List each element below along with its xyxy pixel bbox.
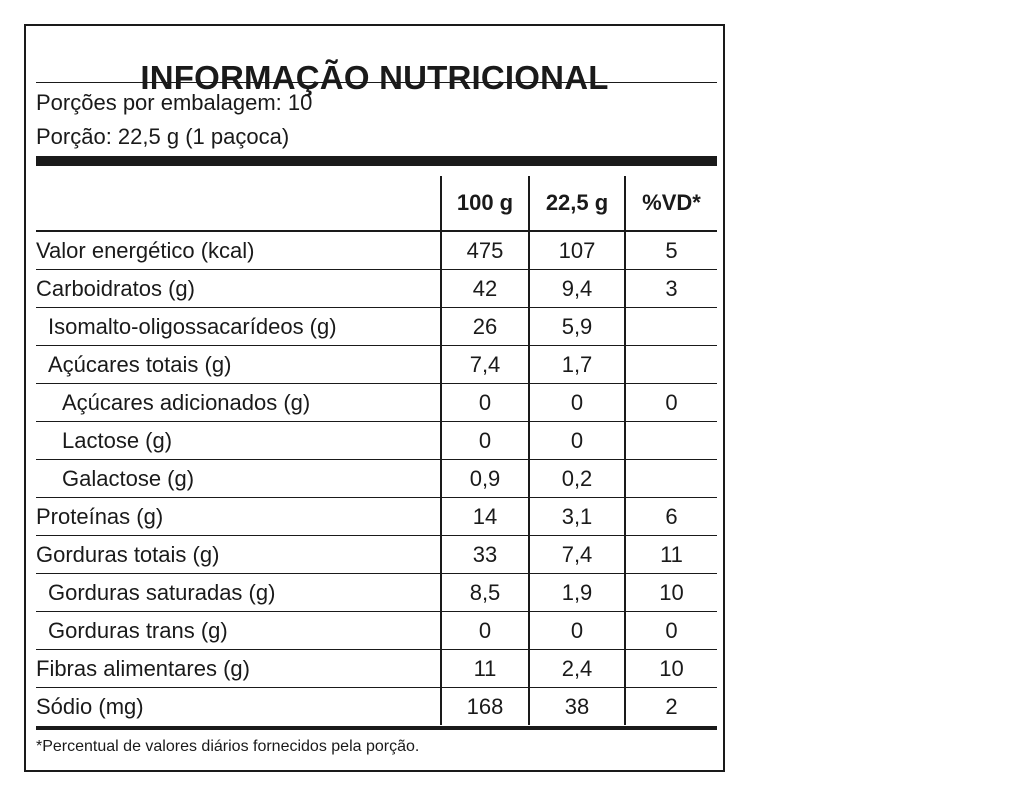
table-row xyxy=(36,422,717,460)
value-per-portion: 38 xyxy=(529,688,625,726)
table-row xyxy=(36,536,717,574)
daily-value-percent: 10 xyxy=(625,574,717,612)
value-per-portion: 0 xyxy=(529,612,625,650)
table-header-row xyxy=(36,176,717,231)
value-per-portion: 2,4 xyxy=(529,650,625,688)
table-row xyxy=(36,346,717,384)
value-per-portion: 7,4 xyxy=(529,536,625,574)
nutrient-name: Gorduras saturadas (g) xyxy=(36,574,441,612)
nutrient-name: Gorduras trans (g) xyxy=(36,612,441,650)
value-per-100g: 42 xyxy=(441,270,529,308)
table-row xyxy=(36,231,717,270)
value-per-portion: 0 xyxy=(529,384,625,422)
nutrition-table xyxy=(36,176,717,725)
nutrient-name: Proteínas (g) xyxy=(36,498,441,536)
nutrition-table-body xyxy=(36,231,717,725)
daily-value-percent xyxy=(625,422,717,460)
title-divider xyxy=(36,82,717,83)
header-per-portion: 22,5 g xyxy=(529,176,625,231)
bottom-divider xyxy=(36,726,717,730)
daily-value-percent: 2 xyxy=(625,688,717,726)
value-per-100g: 168 xyxy=(441,688,529,726)
value-per-portion: 1,7 xyxy=(529,346,625,384)
daily-value-percent xyxy=(625,460,717,498)
nutrition-facts-label xyxy=(24,24,725,772)
nutrient-name: Isomalto-oligossacarídeos (g) xyxy=(36,308,441,346)
footnote: *Percentual de valores diários fornecidos pela porção. xyxy=(36,738,420,755)
daily-value-percent: 11 xyxy=(625,536,717,574)
nutrient-name: Fibras alimentares (g) xyxy=(36,650,441,688)
value-per-portion: 0,2 xyxy=(529,460,625,498)
header-nutrient xyxy=(36,176,441,231)
value-per-portion: 3,1 xyxy=(529,498,625,536)
table-row xyxy=(36,270,717,308)
table-row xyxy=(36,612,717,650)
servings-per-package: Porções por embalagem: 10 xyxy=(36,90,313,115)
value-per-100g: 0,9 xyxy=(441,460,529,498)
value-per-100g: 7,4 xyxy=(441,346,529,384)
daily-value-percent: 6 xyxy=(625,498,717,536)
value-per-100g: 26 xyxy=(441,308,529,346)
header-daily-value: %VD* xyxy=(625,176,717,231)
table-row xyxy=(36,384,717,422)
nutrient-name: Lactose (g) xyxy=(36,422,441,460)
nutrient-name: Carboidratos (g) xyxy=(36,270,441,308)
value-per-100g: 0 xyxy=(441,612,529,650)
value-per-100g: 11 xyxy=(441,650,529,688)
value-per-100g: 475 xyxy=(441,231,529,270)
nutrient-name: Valor energético (kcal) xyxy=(36,231,441,270)
daily-value-percent: 5 xyxy=(625,231,717,270)
label-title: INFORMAÇÃO NUTRICIONAL xyxy=(140,59,609,96)
value-per-portion: 5,9 xyxy=(529,308,625,346)
value-per-portion: 107 xyxy=(529,231,625,270)
daily-value-percent: 10 xyxy=(625,650,717,688)
nutrient-name: Gorduras totais (g) xyxy=(36,536,441,574)
value-per-portion: 1,9 xyxy=(529,574,625,612)
nutrient-name: Açúcares adicionados (g) xyxy=(36,384,441,422)
daily-value-percent: 0 xyxy=(625,384,717,422)
daily-value-percent xyxy=(625,308,717,346)
nutrient-name: Galactose (g) xyxy=(36,460,441,498)
table-row xyxy=(36,498,717,536)
daily-value-percent xyxy=(625,346,717,384)
table-row xyxy=(36,688,717,726)
nutrient-name: Açúcares totais (g) xyxy=(36,346,441,384)
header-per-100g: 100 g xyxy=(441,176,529,231)
thick-divider xyxy=(36,156,717,166)
value-per-100g: 0 xyxy=(441,422,529,460)
nutrient-name: Sódio (mg) xyxy=(36,694,144,719)
daily-value-percent: 0 xyxy=(625,612,717,650)
value-per-portion: 9,4 xyxy=(529,270,625,308)
value-per-100g: 33 xyxy=(441,536,529,574)
value-per-100g: 0 xyxy=(441,384,529,422)
portion-size: Porção: 22,5 g (1 paçoca) xyxy=(36,124,290,149)
value-per-portion: 0 xyxy=(529,422,625,460)
value-per-100g: 8,5 xyxy=(441,574,529,612)
table-row xyxy=(36,460,717,498)
table-row xyxy=(36,574,717,612)
table-row xyxy=(36,650,717,688)
daily-value-percent: 3 xyxy=(625,270,717,308)
table-row xyxy=(36,308,717,346)
value-per-100g: 14 xyxy=(441,498,529,536)
